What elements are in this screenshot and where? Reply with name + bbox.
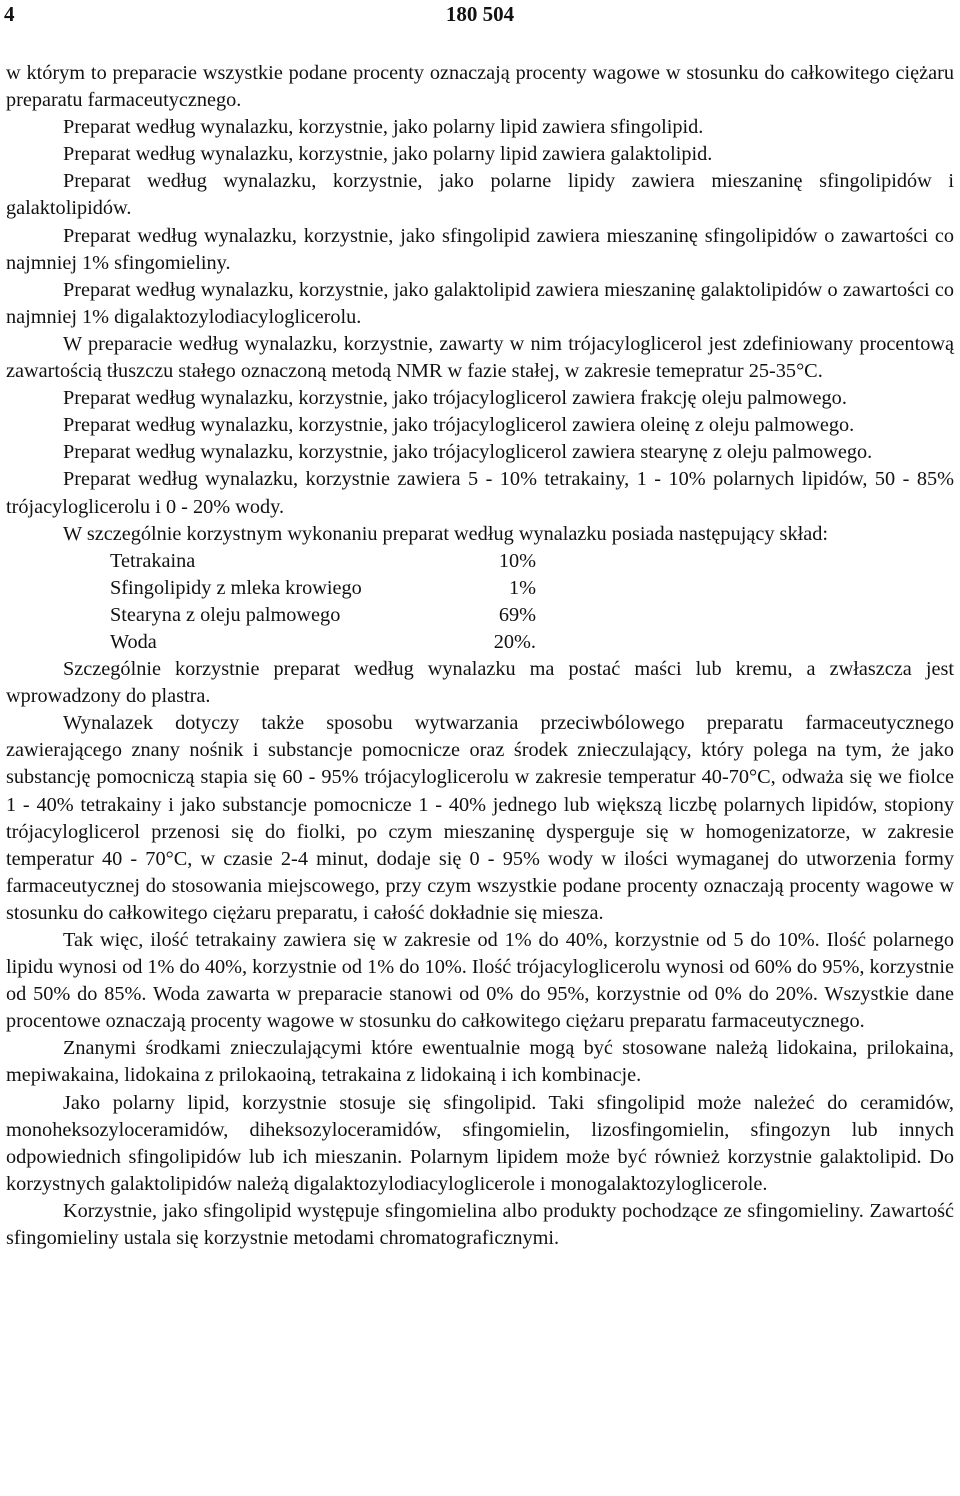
paragraph: Jako polarny lipid, korzystnie stosuje się sfingolipid. Taki sfingolipid może należeć do ceramidów, monoheksozyloceramidów, diheksozyloceramidów, sfingomielin, lizosfingomielin, sfingozyn lub innych odpowiednich sfingolipidów lub ich mieszanin. Polarnym lipidem może być również korzystnie galaktolipid. Do korzystnych galaktolipidów należą digalaktozylodiacyloglicerole i monogalaktozyloglicerole. (6, 1091, 954, 1195)
paragraph: Znanymi środkami znieczulającymi które ewentualnie mogą być stosowane należą lidokaina, prilokaina, mepiwakaina, lidokaina z prilokaoiną, tetrakaina z lidokainą i ich kombinacje. (6, 1037, 954, 1087)
paragraph: Preparat według wynalazku, korzystnie, jako trójacyloglicerol zawiera oleinę z oleju palmowego. (63, 414, 855, 437)
ingredient-name: Sfingolipidy z mleka krowiego (110, 576, 362, 599)
paragraph: Preparat według wynalazku, korzystnie, jako trójacyloglicerol zawiera stearynę z oleju palmowego. (63, 441, 873, 464)
paragraph: Preparat według wynalazku, korzystnie zawiera 5 - 10% tetrakainy, 1 - 10% polarnych lipidów, 50 - 85% trójacyloglicerolu i 0 - 20% wody. (6, 468, 954, 518)
paragraph: Preparat według wynalazku, korzystnie, jako trójacyloglicerol zawiera frakcję oleju palmowego. (63, 387, 847, 410)
paragraph: Wynalazek dotyczy także sposobu wytwarzania przeciwbólowego preparatu farmaceutycznego zawierającego znany nośnik i substancje pomocnicze oraz środek znieczulający, który polega na tym, że jako substancję pomocniczą stapia się 60 - 95% trójacyloglicerolu w zakresie temperatur 40-70°C, odważa się we fiolce 1 - 40% tetrakainy i jako substancje pomocnicze 1 - 40% jednego lub większą liczbę polarnych lipidów, stopiony trójacyloglicerol przenosi się do fiolki, po czym mieszaninę dysperguje się w homogenizatorze, w zakresie temperatur 40 - 70°C, w czasie 2-4 minut, dodaje się 0 - 95% wody w ilości wymaganej do utworzenia formy farmaceutycznej do stosowania miejscowego, przy czym wszystkie podane procenty oznaczają procenty wagowe w stosunku do całkowitego ciężaru preparatu, i całość dokładnie się miesza. (6, 712, 954, 924)
page-header (0, 0, 960, 34)
paragraph: W preparacie według wynalazku, korzystnie, zawarty w nim trójacyloglicerol jest zdefiniowany procentową zawartością tłuszczu stałego oznaczoną metodą NMR w fazie stałej, w zakresie temepratur 25-35°C. (6, 332, 954, 383)
ingredient-amount: 20%. (493, 630, 536, 653)
composition-row (110, 629, 536, 656)
composition-row (110, 548, 536, 575)
page-number: 4 (4, 2, 15, 26)
ingredient-name: Woda (110, 630, 157, 653)
ingredient-name: Tetrakaina (110, 549, 196, 572)
ingredient-name: Stearyna z oleju palmowego (110, 603, 341, 626)
composition-row (110, 575, 536, 602)
paragraph: Preparat według wynalazku, korzystnie, jako sfingolipid zawiera mieszaninę sfingolipidów o zawartości co najmniej 1% sfingomieliny. (6, 224, 954, 274)
paragraph: Korzystnie, jako sfingolipid występuje sfingomielina albo produkty pochodzące ze sfingomieliny. Zawartość sfingomieliny ustala się korzystnie metodami chromatograficznymi. (6, 1199, 954, 1250)
composition-table (110, 548, 954, 656)
paragraph: Tak więc, ilość tetrakainy zawiera się w zakresie od 1% do 40%, korzystnie od 5 do 10%. Ilość polarnego lipidu wynosi od 1% do 40%, korzystnie od 1% do 10%. Ilość trójacyloglicerolu wynosi od 60% do 95%, korzystnie od 50% do 85%. Woda zawarta w preparacie stanowi od 0% do 95%, korzystnie od 0% do 20%. Wszystkie dane procentowe oznaczają procenty wagowe w stosunku do całkowitego ciężaru preparatu farmaceutycznego. (6, 929, 955, 1033)
paragraph: Preparat według wynalazku, korzystnie, jako galaktolipid zawiera mieszaninę galaktolipidów o zawartości co najmniej 1% digalaktozylodiacyloglicerolu. (6, 278, 954, 328)
paragraph: Preparat według wynalazku, korzystnie, jako polarne lipidy zawiera mieszaninę sfingolipidów i galaktolipidów. (6, 170, 954, 220)
paragraph: Szczególnie korzystnie preparat według wynalazku ma postać maści lub kremu, a zwłaszcza jest wprowadzony do plastra. (6, 658, 954, 708)
paragraph: w którym to preparacie wszystkie podane procenty oznaczają procenty wagowe w stosunku do całkowitego ciężaru preparatu farmaceutycznego. (6, 62, 954, 112)
ingredient-amount: 10% (498, 549, 536, 572)
paragraph: Preparat według wynalazku, korzystnie, jako polarny lipid zawiera galaktolipid. (63, 143, 713, 166)
document-number: 180 504 (445, 2, 515, 26)
ingredient-amount: 69% (498, 603, 536, 626)
document-body (6, 60, 954, 1252)
paragraph: Preparat według wynalazku, korzystnie, jako polarny lipid zawiera sfingolipid. (63, 116, 704, 139)
paragraph: W szczególnie korzystnym wykonaniu preparat według wynalazku posiada następujący skład: (63, 522, 829, 545)
ingredient-amount: 1% (508, 576, 536, 599)
composition-row (110, 602, 536, 629)
